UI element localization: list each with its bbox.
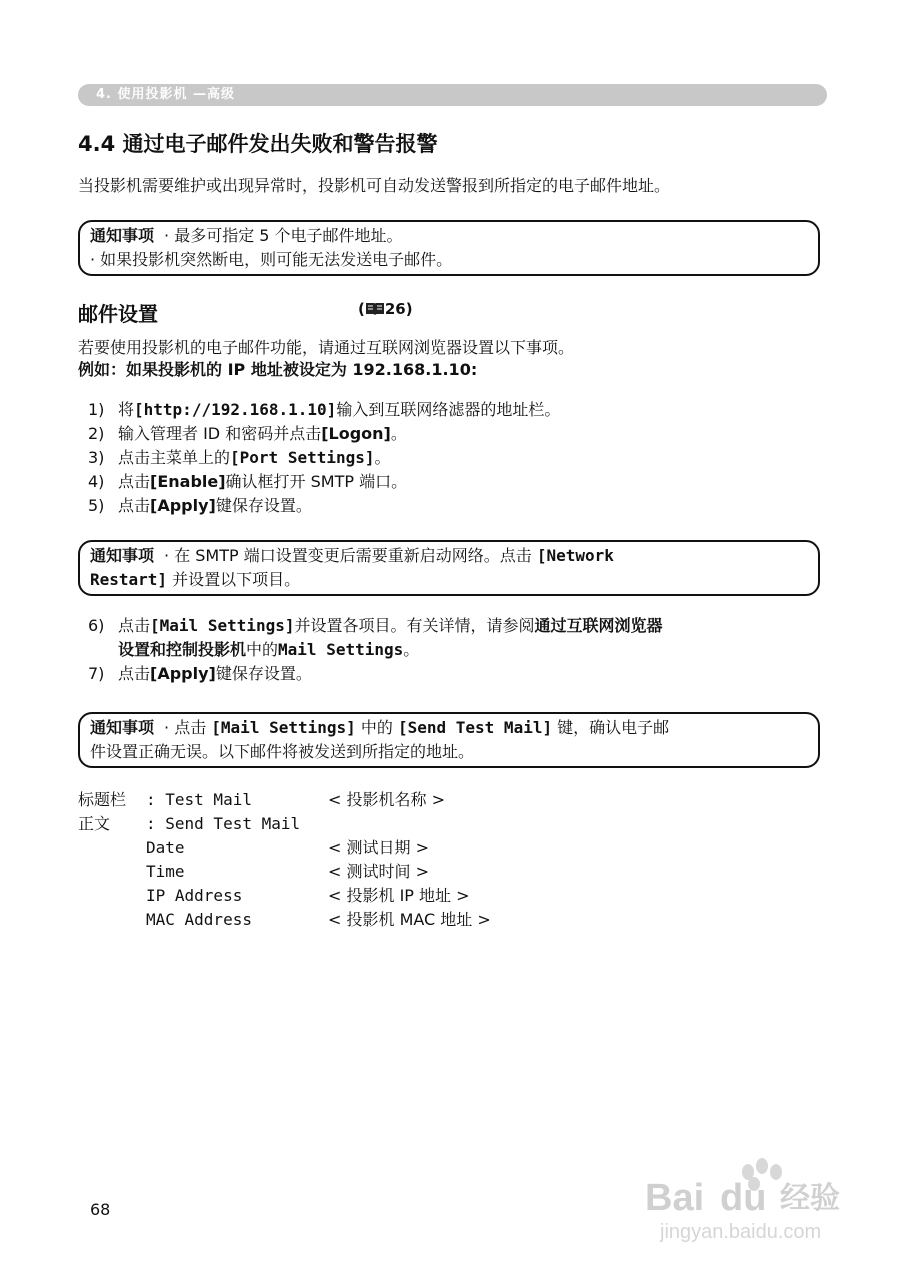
list-item: 1) 将 [http://192.168.1.10] 输入到互联网络滤器的地址栏。: [88, 400, 561, 419]
intro-paragraph: 当投影机需要维护或出现异常时，投影机可自动发送警报到所指定的电子邮件地址。: [78, 176, 671, 195]
notice-label: 通知事项: [90, 718, 155, 737]
notice-label: 通知事项: [90, 546, 155, 565]
baidu-watermark-logo: [640, 1150, 860, 1250]
steps-list-a: [88, 398, 560, 518]
notice-label: 通知事项: [90, 226, 155, 245]
notice-text: · 最多可指定 5 个电子邮件地址。: [164, 226, 403, 245]
svg-text:du: du: [720, 1177, 767, 1219]
list-item: 设置和控制投影机 中的 Mail Settings 。: [88, 638, 663, 662]
cross-reference-link[interactable]: 通过互联网浏览器: [534, 616, 663, 635]
page-number: 68: [90, 1200, 111, 1219]
cross-reference-link[interactable]: 设置和控制投影机: [118, 640, 247, 659]
svg-text:经验: 经验: [780, 1181, 840, 1216]
mail-settings-desc: 若要使用投影机的电子邮件功能，请通过互联网浏览器设置以下事项。: [78, 338, 575, 357]
page-reference[interactable]: ( 26): [358, 300, 413, 318]
list-item: 4) 点击 [Enable] 确认框打开 SMTP 端口。: [88, 472, 408, 491]
section-header-label: 4. 使用投影机 —高级: [96, 87, 236, 102]
notice-box-2: 通知事项 · 在 SMTP 端口设置变更后需要重新启动网络。点击 [Network Restart] 并设置以下项目。: [78, 540, 820, 596]
list-item: 6) 点击 [Mail Settings] 并设置各项目。有关详情，请参阅 通过互联网浏览器: [88, 614, 663, 638]
svg-text:Bai: Bai: [645, 1177, 705, 1219]
list-item: 2) 输入管理者 ID 和密码并点击 [Logon] 。: [88, 424, 407, 443]
page-reference-number: 26: [384, 300, 406, 318]
notice-box-3: 通知事项 · 点击 [Mail Settings] 中的 [Send Test Mail] 键，确认电子邮 件设置正确无误。以下邮件将被发送到所指定的地址。: [78, 712, 820, 768]
page-title: 4.4 通过电子邮件发出失败和警告报警: [78, 132, 438, 156]
list-item: 5) 点击 [Apply] 键保存设置。: [88, 496, 312, 515]
notice-text: · 如果投影机突然断电，则可能无法发送电子邮件。: [90, 250, 453, 269]
mail-settings-heading: 邮件设置: [78, 302, 158, 326]
list-item: 3) 点击主菜单上的 [Port Settings] 。: [88, 448, 391, 467]
notice-box-1: [78, 220, 820, 276]
book-icon: [365, 301, 385, 316]
svg-text:jingyan.baidu.com: jingyan.baidu.com: [660, 1221, 822, 1243]
list-item: 7) 点击 [Apply] 键保存设置。: [88, 664, 312, 683]
steps-list-b: [88, 614, 663, 686]
example-line: 例如：如果投影机的 IP 地址被设定为 192.168.1.10:: [78, 360, 478, 379]
